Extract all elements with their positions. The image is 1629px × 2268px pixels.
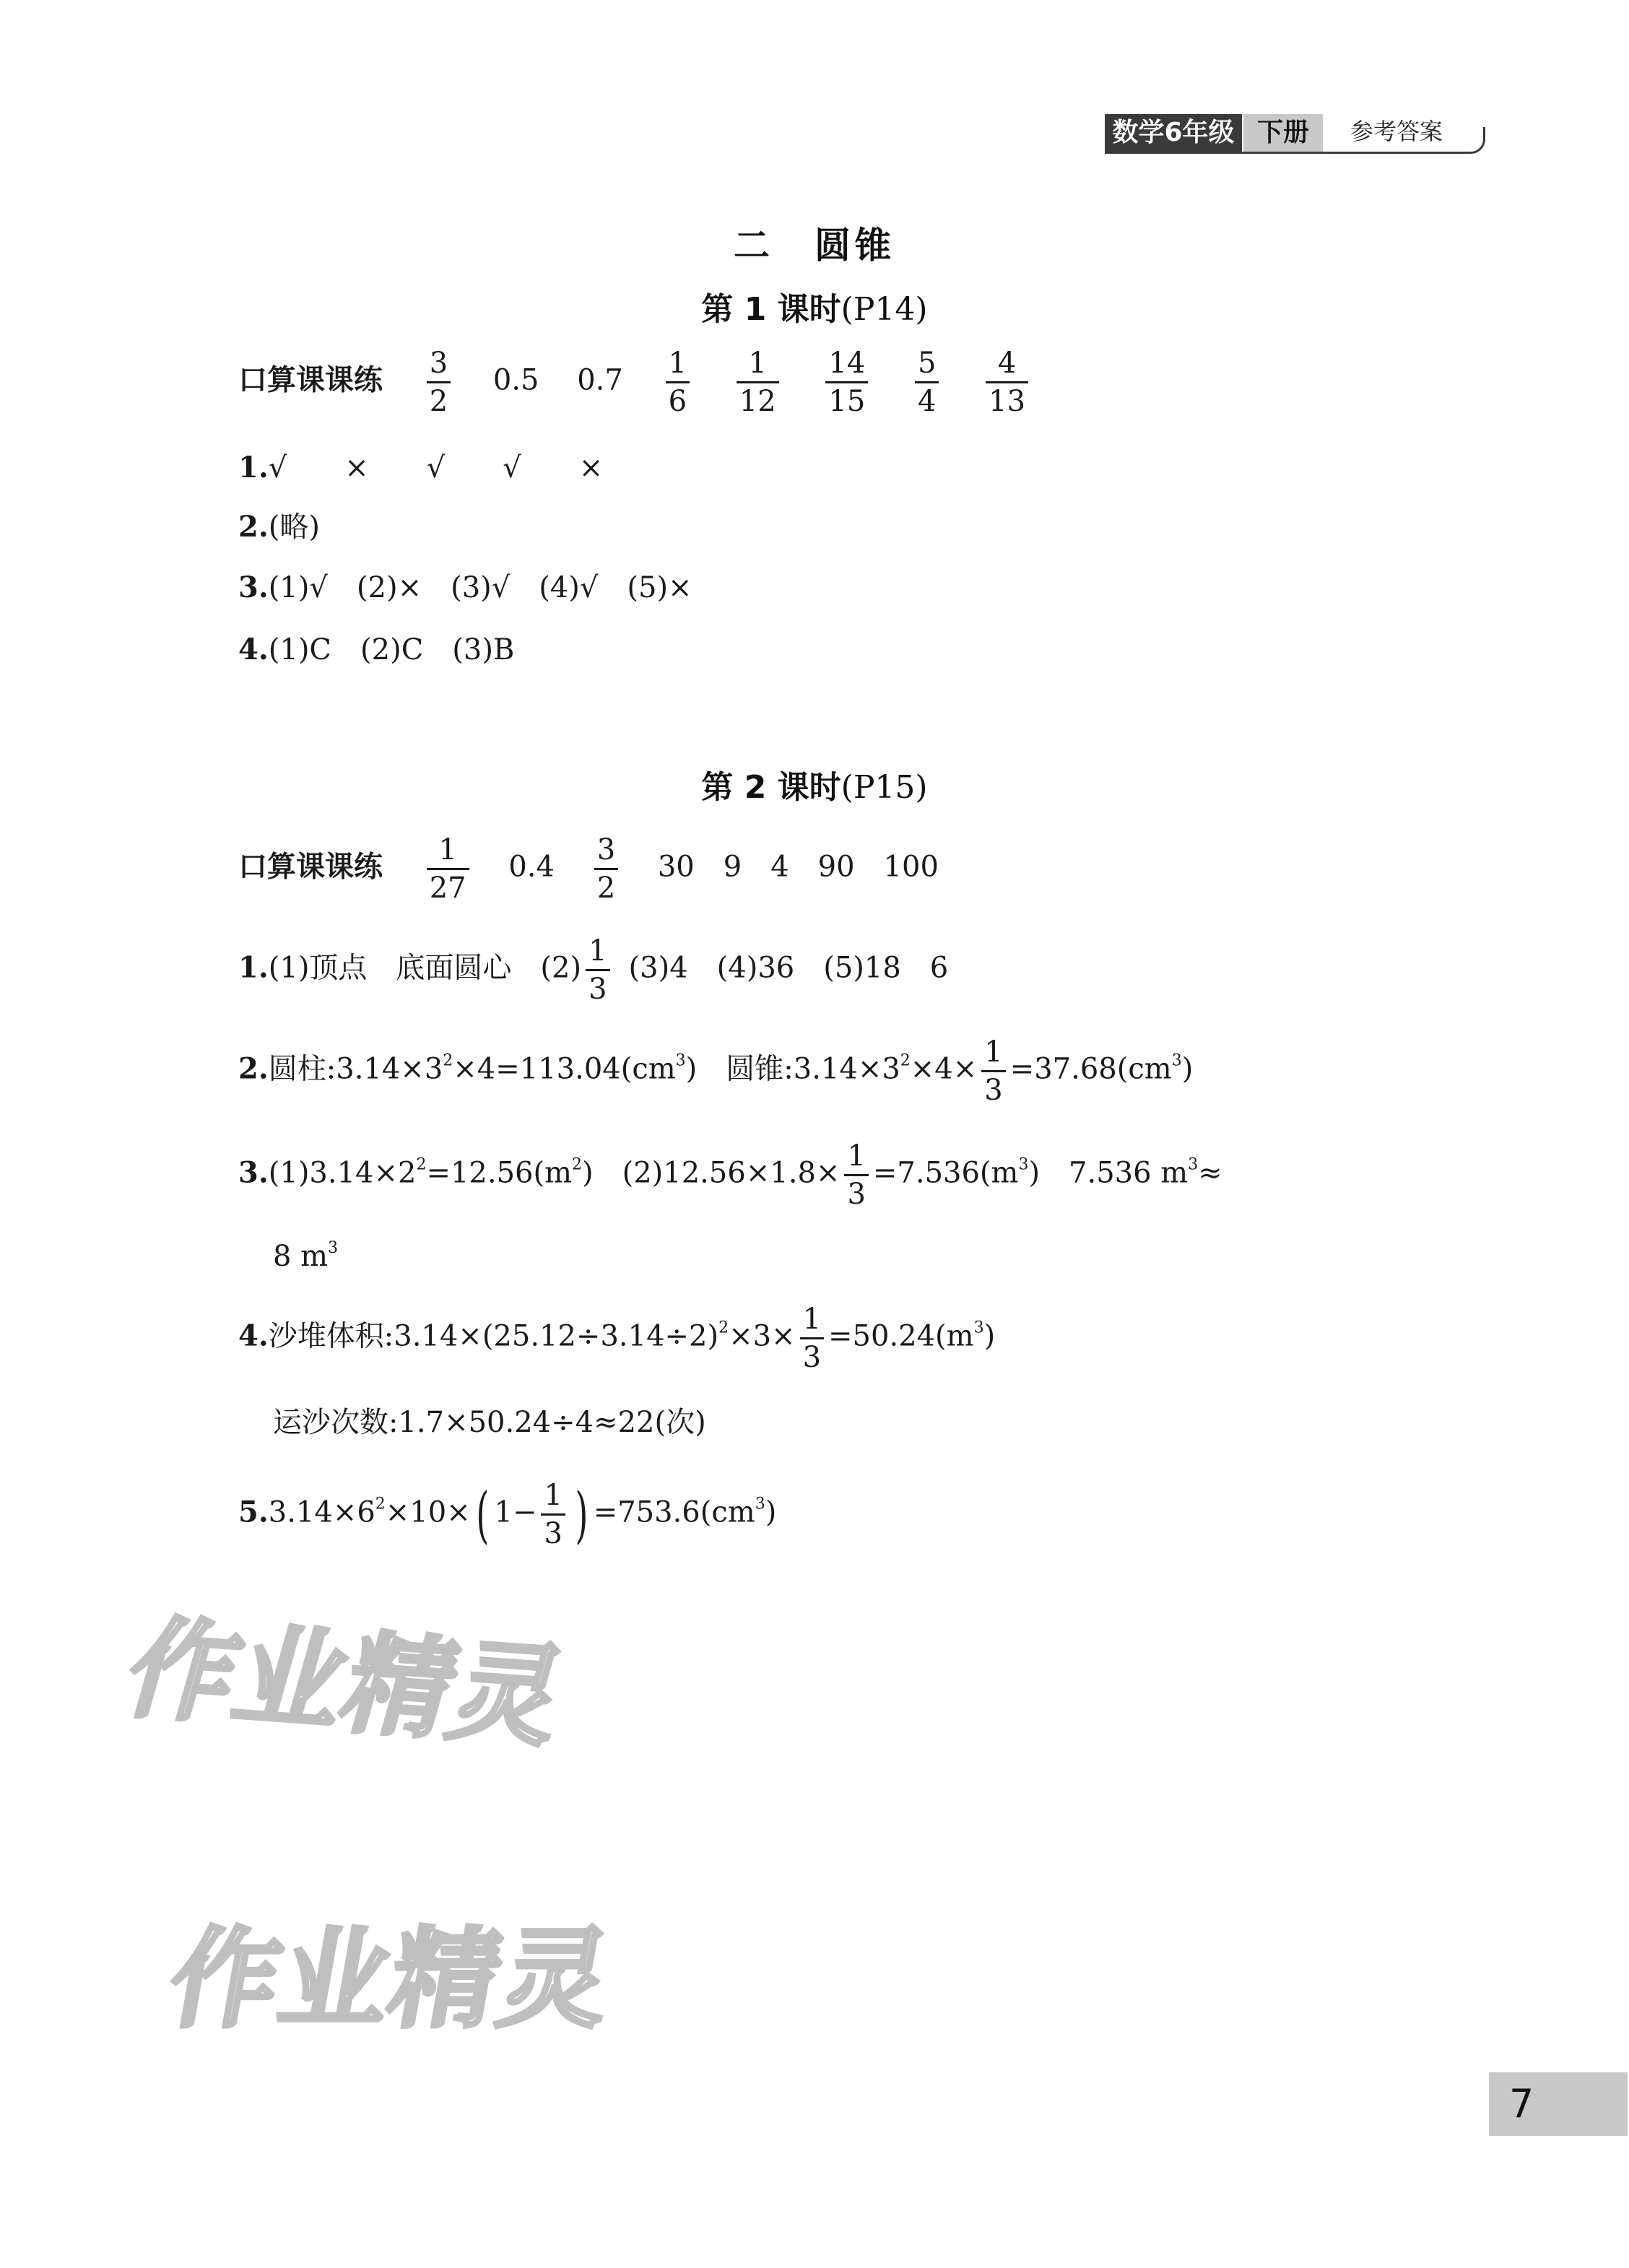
answer-text: √ × √ √ × bbox=[268, 451, 604, 485]
left-big-paren: ( bbox=[476, 1479, 490, 1550]
answer-text: 3.14×6 bbox=[268, 1495, 375, 1529]
header-volume: 下册 bbox=[1243, 114, 1323, 152]
fraction-numerator: 5 bbox=[915, 345, 939, 383]
fraction-denominator: 6 bbox=[668, 385, 687, 418]
answer-text: =12.56(m bbox=[426, 1156, 573, 1190]
answer-text: 1− bbox=[494, 1495, 537, 1529]
right-big-paren: ) bbox=[575, 1479, 588, 1550]
fraction-numerator: 1 bbox=[586, 933, 609, 971]
exponent: 3 bbox=[328, 1239, 339, 1257]
lesson2-title bbox=[0, 761, 1629, 807]
question-number: 3. bbox=[238, 1155, 269, 1190]
answer-text: 圆柱:3.14×3 bbox=[268, 1052, 443, 1086]
watermark: 作业精灵 bbox=[113, 1605, 581, 1762]
exponent: 2 bbox=[443, 1051, 453, 1070]
fraction-numerator: 1 bbox=[666, 345, 690, 383]
lesson1-q4 bbox=[238, 628, 514, 672]
question-number: 1. bbox=[238, 950, 269, 985]
lesson1-page: (P14) bbox=[840, 291, 928, 328]
question-number: 4. bbox=[238, 1318, 269, 1353]
fraction-numerator: 14 bbox=[825, 345, 868, 383]
header-label: 参考答案 bbox=[1350, 118, 1443, 145]
answer-text: (1)顶点 底面圆心 (2) bbox=[268, 951, 582, 985]
lesson2-q4 bbox=[238, 1301, 995, 1376]
value: 0.4 bbox=[508, 850, 555, 884]
fraction-denominator: 27 bbox=[429, 872, 466, 905]
fraction-numerator: 1 bbox=[427, 832, 469, 870]
fraction-denominator: 13 bbox=[989, 385, 1026, 418]
fraction-denominator: 3 bbox=[847, 1178, 866, 1211]
answer-text: (1)3.14×2 bbox=[268, 1156, 417, 1190]
question-number: 3. bbox=[238, 570, 269, 604]
answer-text: (3)4 (4)36 (5)18 6 bbox=[628, 951, 949, 985]
lesson1-q3 bbox=[238, 566, 692, 609]
section-title: 二 圆锥 bbox=[734, 225, 895, 266]
lesson2-q1 bbox=[238, 933, 948, 1007]
kousuan-label: 口算课课练 bbox=[238, 850, 383, 884]
exponent: 3 bbox=[1171, 1051, 1182, 1070]
exponent: 2 bbox=[416, 1155, 427, 1174]
fraction-denominator: 3 bbox=[544, 1517, 562, 1550]
lesson1-q1 bbox=[238, 446, 603, 490]
fraction bbox=[737, 345, 779, 420]
question-number: 4. bbox=[238, 633, 269, 666]
lesson1-q2 bbox=[238, 505, 320, 549]
page-number: 7 bbox=[1489, 2072, 1628, 2136]
fraction-numerator: 4 bbox=[986, 345, 1028, 383]
fraction-denominator: 2 bbox=[429, 385, 448, 418]
fraction bbox=[800, 1301, 824, 1376]
answer-text: ) 7.536 m bbox=[1028, 1156, 1189, 1190]
answer-text: ) 圆锥:3.14×3 bbox=[685, 1052, 900, 1086]
lesson2-q3-line2 bbox=[273, 1235, 338, 1278]
answer-text: ×4=113.04(cm bbox=[453, 1052, 676, 1086]
exponent: 2 bbox=[572, 1155, 583, 1174]
answer-text: ×4× bbox=[910, 1052, 978, 1086]
answer-text: ≈ bbox=[1198, 1156, 1222, 1190]
question-number: 1. bbox=[238, 451, 269, 485]
question-number: 5. bbox=[238, 1495, 269, 1529]
answer-text: 8 m bbox=[273, 1240, 329, 1273]
answer-text: =37.68(cm bbox=[1009, 1052, 1172, 1086]
answer-text: =753.6(cm bbox=[593, 1495, 755, 1529]
lesson2-q3 bbox=[238, 1138, 1222, 1212]
fraction bbox=[666, 345, 690, 420]
answer-text: =50.24(m bbox=[828, 1319, 974, 1353]
lesson2-q2 bbox=[238, 1034, 1193, 1108]
exponent: 3 bbox=[755, 1495, 765, 1513]
value: 0.7 bbox=[577, 363, 623, 397]
answer-text: ) bbox=[983, 1319, 996, 1353]
exponent: 2 bbox=[718, 1318, 729, 1337]
fraction bbox=[981, 1034, 1005, 1108]
header-subject: 数学6年级 bbox=[1105, 114, 1242, 152]
answer-text: 运沙次数:1.7×50.24÷4≈22(次) bbox=[273, 1406, 706, 1439]
exponent: 3 bbox=[675, 1051, 686, 1070]
fraction-numerator: 1 bbox=[844, 1138, 868, 1176]
fraction-numerator: 1 bbox=[737, 345, 779, 383]
exponent: 2 bbox=[900, 1051, 911, 1070]
exponent: 3 bbox=[1188, 1155, 1199, 1174]
lesson1-title bbox=[0, 283, 1629, 329]
fraction-denominator: 3 bbox=[588, 973, 607, 1006]
values: 30 9 4 90 100 bbox=[657, 850, 939, 884]
question-number: 2. bbox=[238, 510, 269, 544]
answer-text: ) bbox=[1181, 1052, 1194, 1086]
lesson2-q5 bbox=[238, 1477, 776, 1552]
kousuan-label: 口算课课练 bbox=[238, 363, 383, 397]
fraction-numerator: 3 bbox=[427, 345, 451, 383]
fraction-denominator: 4 bbox=[918, 385, 937, 418]
fraction bbox=[586, 933, 609, 1007]
lesson1-title-text: 第 1 课时 bbox=[701, 291, 841, 328]
fraction-denominator: 15 bbox=[828, 385, 866, 418]
header-rule bbox=[1105, 152, 1466, 154]
lesson2-q4-line2 bbox=[273, 1401, 706, 1444]
exponent: 3 bbox=[1018, 1155, 1029, 1174]
watermark: 作业精灵 bbox=[160, 1917, 622, 2043]
exponent: 3 bbox=[973, 1318, 984, 1337]
answer-text: ) (2)12.56×1.8× bbox=[582, 1156, 840, 1190]
fraction bbox=[427, 832, 469, 906]
answer-text: =7.536(m bbox=[872, 1156, 1019, 1190]
fraction bbox=[915, 345, 939, 420]
fraction-denominator: 3 bbox=[802, 1341, 822, 1374]
fraction bbox=[541, 1477, 565, 1552]
answer-text: 沙堆体积:3.14×(25.12÷3.14÷2) bbox=[268, 1319, 719, 1353]
fraction bbox=[986, 345, 1028, 420]
fraction bbox=[825, 345, 868, 420]
answer-text: ×3× bbox=[729, 1319, 796, 1353]
answer-text: ) bbox=[765, 1495, 777, 1529]
answer-text: (略) bbox=[268, 510, 320, 544]
fraction-numerator: 1 bbox=[541, 1477, 565, 1516]
lesson2-kousuan bbox=[238, 832, 939, 906]
fraction-numerator: 1 bbox=[800, 1301, 824, 1339]
answer-text: (1)√ (2)× (3)√ (4)√ (5)× bbox=[268, 571, 692, 604]
question-number: 2. bbox=[238, 1051, 269, 1086]
answer-text: (1)C (2)C (3)B bbox=[268, 633, 515, 666]
fraction-denominator: 2 bbox=[596, 872, 616, 905]
lesson2-page: (P15) bbox=[840, 769, 928, 806]
fraction bbox=[427, 345, 451, 420]
answer-text: ×10× bbox=[385, 1495, 471, 1529]
lesson2-title-text: 第 2 课时 bbox=[701, 769, 841, 806]
fraction-denominator: 12 bbox=[739, 385, 776, 418]
exponent: 2 bbox=[375, 1495, 386, 1513]
fraction-numerator: 3 bbox=[594, 832, 618, 870]
fraction-numerator: 1 bbox=[981, 1034, 1005, 1072]
fraction-denominator: 3 bbox=[984, 1074, 1003, 1107]
lesson1-kousuan bbox=[238, 345, 1033, 420]
value: 0.5 bbox=[492, 363, 539, 397]
fraction bbox=[844, 1138, 868, 1212]
fraction bbox=[594, 832, 618, 906]
